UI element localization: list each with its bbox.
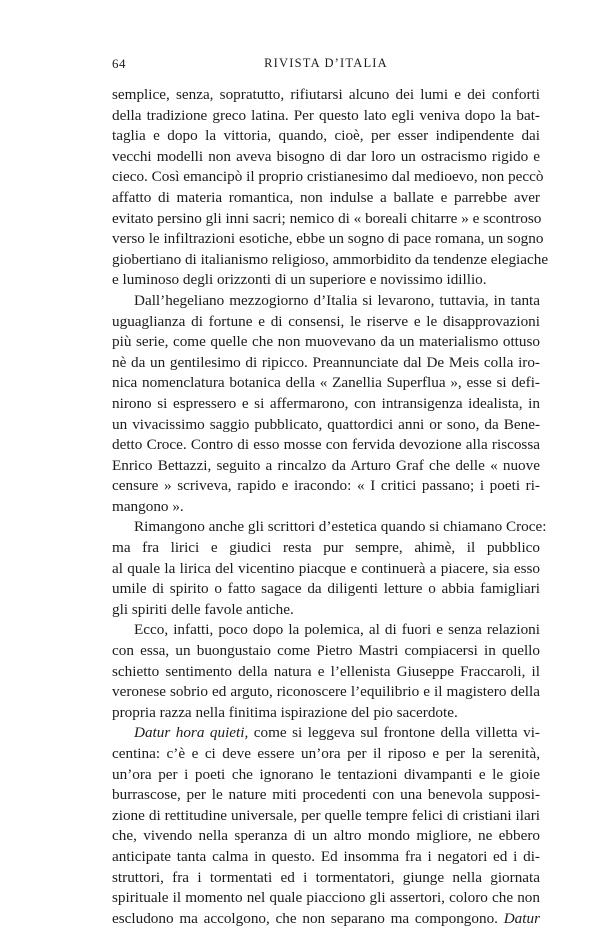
paragraph-3 <box>112 517 547 620</box>
paragraph-4 <box>112 620 540 723</box>
text-line: Enrico Bettazzi, seguito a rincalzo da Arturo Graf che delle « nuove <box>112 456 540 474</box>
text-line: nirono si espressero e si affermarono, con intransigenza idealista, in <box>112 394 540 412</box>
text-fragment: come si leggeva sul frontone della villetta vi- <box>248 724 540 742</box>
text-line: evitato persino gli inni sacri; nemico di « boreali chitarre » e scontroso <box>112 209 542 227</box>
text-line: detto Croce. Contro di esso mosse con fervida devozione alla riscossa <box>112 436 540 454</box>
body-text <box>112 85 549 929</box>
text-line: centina: c’è e ci deve essere un’ora per il riposo e per la serenità, <box>112 745 540 762</box>
page-header <box>112 56 540 76</box>
text-line: propria razza nella finitima ispirazione del pio sacerdote. <box>112 703 458 721</box>
paragraph-1 <box>112 85 549 291</box>
text-line: Rimangono anche gli scrittori d’estetica quando si chiamano Croce: <box>134 518 547 536</box>
text-line: taglia e dopo la vittoria, quando, cioè, per esser indipendente dai <box>112 127 540 145</box>
running-title: RIVISTA D’ITALIA <box>264 56 388 70</box>
text-line: spirituale il momento nel quale piacciono gli assertori, coloro che non <box>112 889 540 907</box>
text-line: nè da un gentilesimo di ripicco. Preannunciate dal De Meis colla iro- <box>112 353 540 371</box>
text-line: giobertiano di italianismo religioso, ammorbidito da tendenze elegiache <box>112 250 549 268</box>
text-line: anticipate tanta calma in questo. Ed insomma fra i negatori ed i di- <box>112 847 540 865</box>
text-line: semplice, senza, sopratutto, rifiutarsi alcuno dei lumi e dei conforti <box>112 86 540 103</box>
text-line: con essa, un buongustaio come Pietro Mastri compiacersi in quello <box>112 642 540 660</box>
text-fragment: escludono ma accolgono, che non separano ma compongono. <box>112 909 498 927</box>
text-line: nica nomenclatura botanica della « Zanellia Superflua », esse si defi- <box>112 374 540 392</box>
text-line: schietto sentimento della natura e l’ellenista Giuseppe Fraccaroli, il <box>112 662 540 680</box>
text-line: che, vivendo nella speranza di un altro mondo migliore, ne ebbero <box>112 827 540 845</box>
text-line: e luminoso degli orizzonti di un superiore e novissimo idillio. <box>112 271 487 289</box>
text-line: ma fra lirici e giudici resta pur sempre, ahimè, il pubblico <box>112 539 540 557</box>
paragraph-2 <box>112 291 540 518</box>
text-line: cieco. Così emancipò il proprio cristianesimo dal medioevo, non peccò <box>112 168 544 186</box>
text-line: Ecco, infatti, poco dopo la polemica, al di fuori e senza relazioni <box>134 621 540 639</box>
text-line: censure » scriveva, rapido e iracondo: « I critici passano; i poeti ri- <box>112 477 540 495</box>
text-line: un vivacissimo saggio pubblicato, quattordici anni or sono, da Bene- <box>112 415 540 433</box>
text-line: umile di spirito o fatto sagace da diligenti letture o abbia famigliari <box>112 580 540 598</box>
italic-phrase: Datur hora quieti, <box>134 724 249 742</box>
text-line: affatto di materia romantica, non indulse a ballate e parrebbe aver <box>112 188 540 206</box>
text-line: mangono ». <box>112 497 184 515</box>
text-line <box>112 909 540 929</box>
text-line: struttori, fra i tormentati ed i tormentatori, giunge nella giornata <box>112 868 540 886</box>
paragraph-5 <box>112 723 540 929</box>
text-line: uguaglianza di fortune e di consensi, le riserve e le disapprovazioni <box>112 312 540 330</box>
text-line: vecchi modelli non aveva bisogno di dar loro un ostracismo rigido e <box>112 147 540 165</box>
text-line: veronese sobrio ed arguto, riconoscere l’equilibrio e il magistero della <box>112 683 540 701</box>
text-line: verso le infiltrazioni esotiche, ebbe un sogno di pace romana, un sogno <box>112 230 544 248</box>
page-number: 64 <box>112 56 126 71</box>
text-line: gli spiriti delle favole antiche. <box>112 600 294 618</box>
text-line: zione di rettitudine universale, per quelle tempre felici di cristiani ilari <box>112 806 540 824</box>
text-line: un’ora per i poeti che ignorano le tentazioni divampanti e le gioie <box>112 765 540 783</box>
text-line: della tradizione greco latina. Per questo lato egli veniva dopo la bat- <box>112 106 540 124</box>
text-line: più serie, come quelle che non muovevano da un materialismo ottuso <box>112 333 540 351</box>
text-line: al quale la lirica del vicentino piacque e continuerà a piacere, sia esso <box>112 559 540 577</box>
text-line: Dall’hegeliano mezzogiorno d’Italia si levarono, tuttavia, in tanta <box>134 291 540 309</box>
text-line <box>112 723 540 744</box>
text-line: burrascose, per le nature miti procedenti con una benevola supposi- <box>112 786 540 804</box>
italic-phrase: Datur <box>503 909 540 927</box>
